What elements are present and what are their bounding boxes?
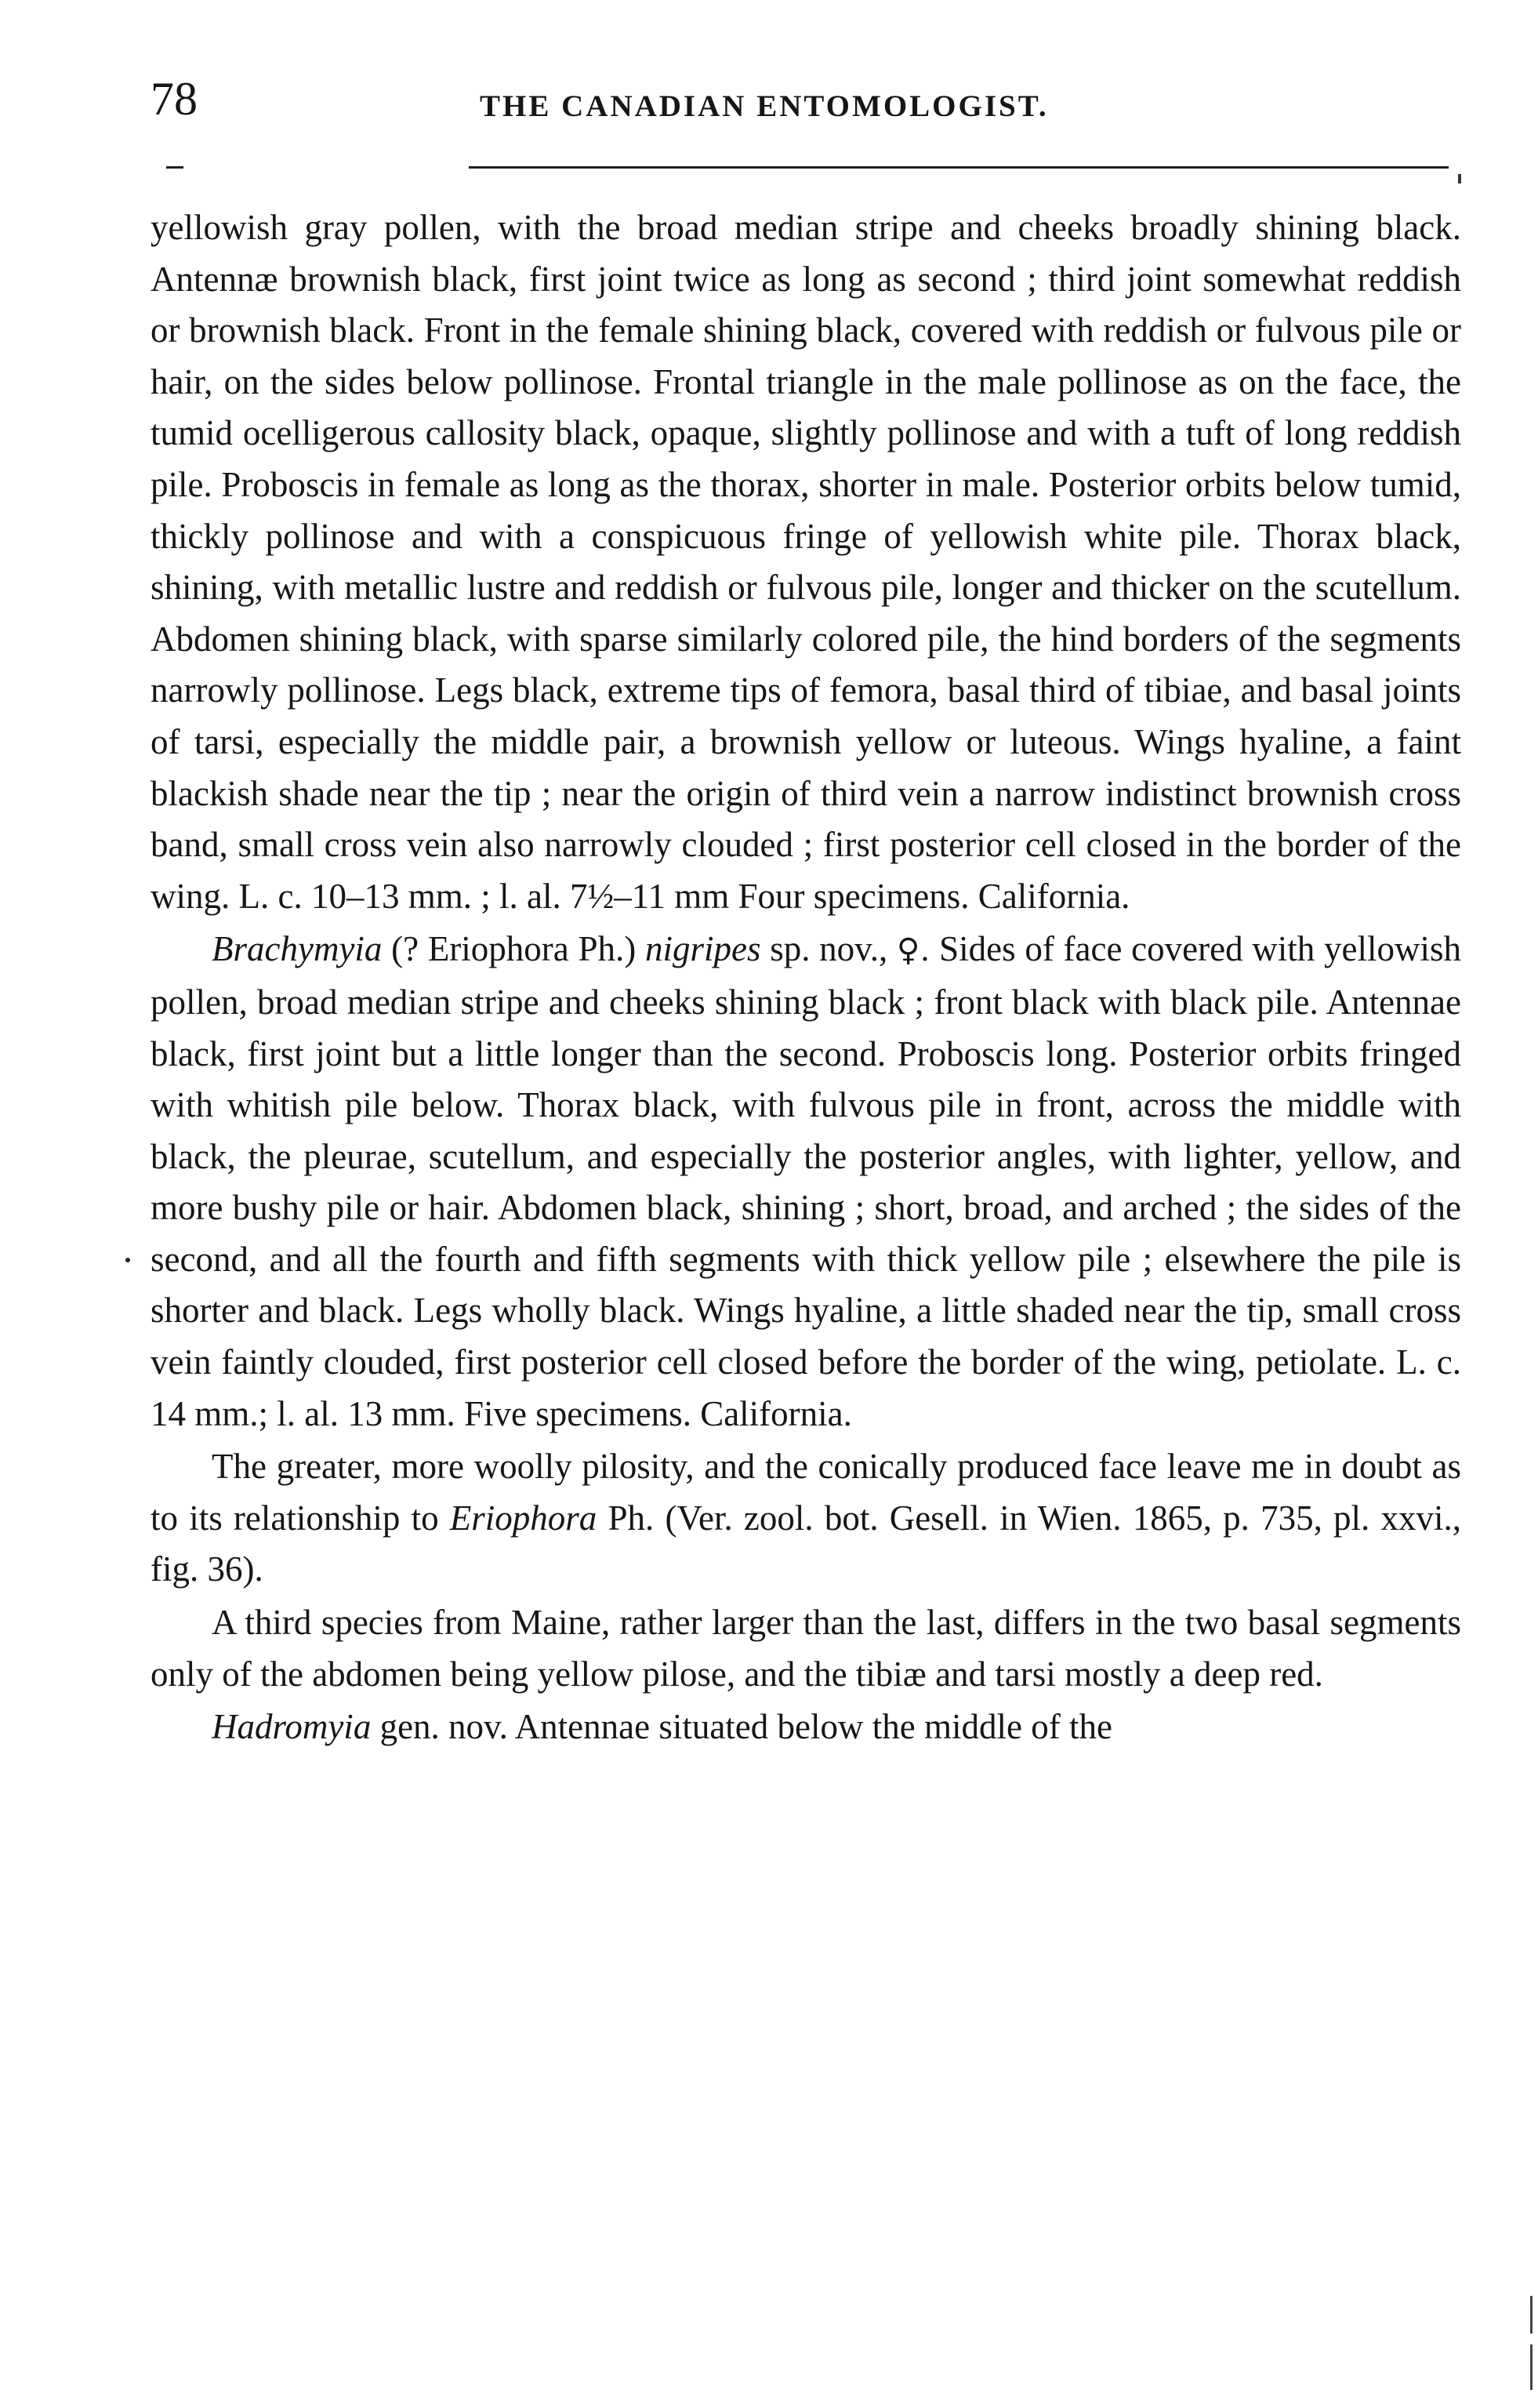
edge-mark (1530, 2344, 1533, 2390)
header-rule (469, 166, 1449, 169)
genus-name: Hadromyia (212, 1707, 372, 1747)
paragraph-brachymyia (151, 924, 1461, 1440)
edge-mark (1530, 2296, 1533, 2334)
description-text: gen. nov. Antennae situated below the middle of the (379, 1707, 1112, 1747)
page-header (0, 67, 1538, 138)
body-text (151, 202, 1461, 1753)
female-symbol: ♀. (896, 932, 930, 969)
margin-dot (125, 1258, 130, 1262)
description-text: Sides of face covered with yellowish pollen, broad median stripe and cheeks shining black ; front black with black pile. Antennae black, first joint but a little longer than the second. Proboscis long. Posterior orbits fringed with whitish pile below. Thorax black, with fulvous pile in front, across the middle with black, the pleurae, scutellum, and especially the posterior angles, with lighter, yellow, and more bushy pile or hair. Abdomen black, shining ; short, broad, and arched ; the sides of the second, and all the fourth and fifth segments with thick yellow pile ; elsewhere the pile is shorter and black. Legs wholly black. Wings hyaline, a little shaded near the tip, small cross vein faintly clouded, first posterior cell closed before the border of the wing, petiolate. L. c. 14 mm.; l. al. 13 mm. Five specimens. California. (151, 929, 1461, 1433)
genus-name: Brachymyia (212, 929, 383, 969)
page-number: 78 (151, 73, 198, 125)
genus-name: Eriophora (449, 1498, 597, 1538)
running-title: THE CANADIAN ENTOMOLOGIST. (480, 89, 1049, 123)
species-name: nigripes (644, 929, 761, 969)
header-rule-dash (166, 166, 183, 169)
paragraph-continuation: yellowish gray pollen, with the broad median stripe and cheeks broadly shining black. Antennæ brownish black, first joint twice as long as second ; third joint somewhat reddish or brownish black. Front in the female shining black, covered with reddish or fulvous pile or hair, on the sides below pollinose. Frontal triangle in the male pollinose as on the face, the tumid ocelligerous callosity black, opaque, slightly pollinose and with a tuft of long reddish pile. Proboscis in female as long as the thorax, shorter in male. Posterior orbits below tumid, thickly pollinose and with a conspicuous fringe of yellowish white pile. Thorax black, shining, with metallic lustre and reddish or fulvous pile, longer and thicker on the scutellum. Abdomen shining black, with sparse similarly colored pile, the hind borders of the segments narrowly pollinose. Legs black, extreme tips of femora, basal third of tibiae, and basal joints of tarsi, especially the middle pair, a brownish yellow or luteous. Wings hyaline, a faint blackish shade near the tip ; near the origin of third vein a narrow indistinct brownish cross band, small cross vein also narrowly clouded ; first posterior cell closed in the border of the wing. L. c. 10–13 mm. ; l. al. 7½–11 mm Four specimens. California. (151, 208, 1461, 916)
text-before: The greater, more woolly pilosity, and the conically produced face leave me in doubt as to its relationship to (151, 1447, 1461, 1538)
header-rule-dash (1373, 166, 1384, 169)
paragraph-hadromyia (151, 1702, 1461, 1753)
paragraph-third-species: A third species from Maine, rather larger than the last, differs in the two basal segments only of the abdomen being yellow pilose, and the tibiæ and tarsi mostly a deep red. (151, 1603, 1461, 1694)
paragraph-relationship (151, 1441, 1461, 1596)
text-after: Ph. (Ver. zool. bot. Gesell. in Wien. 1865, p. 735, pl. xxvi., fig. 36). (151, 1498, 1462, 1589)
header-rule-dash (1395, 166, 1406, 169)
header-rule-tick (1458, 174, 1461, 183)
sp-nov: sp. nov., (770, 929, 888, 969)
genus-alt: (? Eriophora Ph.) (391, 929, 637, 969)
